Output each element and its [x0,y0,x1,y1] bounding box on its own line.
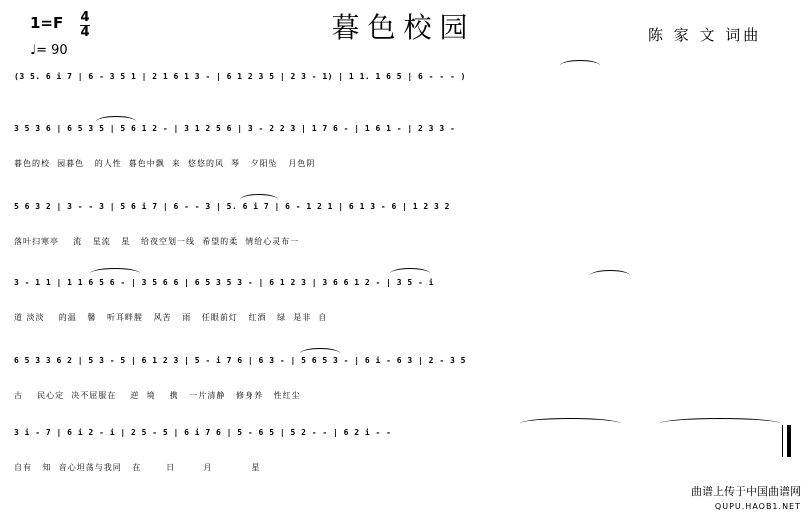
slur-arc [560,60,600,71]
row-lyrics: 自有 知 音心坦荡与我同 在 日 月 星 [14,463,261,472]
row-notes: 6 5 3 3 6 2 | 5 3 - 5 | 6 1 2 3 | 5 - i 7 6 | 6 3 - | 5 6 5 3 - | 6 i - 6 3 | 2 - 3 5 [14,356,466,365]
watermark-text: 曲谱上传于中国曲谱网 [691,485,801,498]
row-notes: 3 5 3 6 | 6 5 3 5 | 5 6 1 2 - | 3 1 2 5 6 | 3 - 2 2 3 | 1 7 6 - | 1 6 1 - | 2 3 3 - [14,124,456,133]
meter-top: 4 [80,10,90,25]
tempo-marking: ♩= 90 [30,43,68,58]
score-row-3 [0,278,807,322]
composer-credit: 陈 家 文 词曲 [648,26,762,44]
row-notes: 5 6 3 2 | 3 - - 3 | 5 6 i 7 | 6 - - 3 | 5. 6 i 7 | 6 - 1 2 1 | 6 1 3 - 6 | 1 2 3 2 [14,202,450,211]
final-barline-thick [787,425,791,457]
final-barline-thin [782,425,783,457]
slur-arc [520,418,620,429]
slur-arc [590,270,630,281]
slur-arc [300,348,340,359]
score-row-2 [0,202,807,246]
score-row-4 [0,356,807,400]
watermark-url: QUPU.HAOB1.NET [714,502,801,511]
slur-arc [90,268,140,279]
slur-arc [390,268,430,279]
row-lyrics: 暮色的校 园暮色 的人性 暮色中飘 来 悠悠的风 琴 夕阳坠 月色阴 [14,159,316,168]
score-row-5 [0,428,807,472]
row-lyrics: 落叶扫寒亭 流 星流 星 给夜空划一线 希望的柔 情给心灵布一 [14,237,300,246]
slur-arc [240,194,278,205]
row-notes: 3 i - 7 | 6 i 2 - i | 2 5 - 5 | 6 i 7 6 | 5 - 6 5 | 5 2 - - | 6 2 i - - [14,428,392,437]
time-signature [80,12,90,39]
meter-bottom: 4 [80,25,90,40]
row-lyrics: 古 民心定 决不屈服在 逆 境 携 一片清静 修身养 性红尘 [14,391,301,400]
key-signature: 1=F [30,14,64,32]
row-notes: (3 5. 6 i 7 | 6 - 3 5 1 | 2 1 6 1 3 - | 6 1 2 3 5 | 2 3 - 1) | 1 1. 1 6 5 | 6 - - - ) [14,72,466,81]
row-notes: 3 - 1 1 | 1 1 6 5 6 - | 3 5 6 6 | 6 5 3 5 3 - | 6 1 2 3 | 3 6 6 1 2 - | 3 5 - i [14,278,434,287]
slur-arc [96,116,136,127]
row-lyrics: 道 淡淡 的温 馨 听耳畔腥 风苦 雨 任眼前灯 红酒 绿 是非 自 [14,313,328,322]
score-row-1 [0,124,807,168]
slur-arc [660,418,780,429]
song-title: 暮色校园 [331,11,476,44]
score-row-intro [0,72,807,112]
